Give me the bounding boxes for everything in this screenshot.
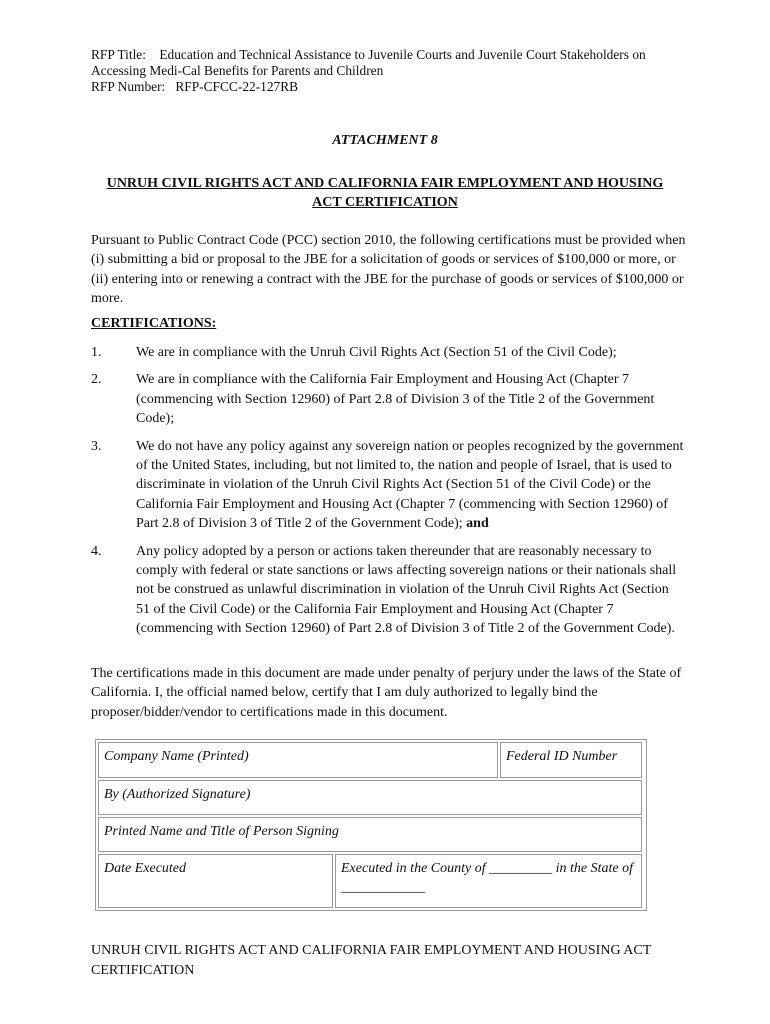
intro-paragraph: Pursuant to Public Contract Code (PCC) section 2010, the following certifications must be provided when (i) submitting a bid or proposal to the JBE for a solicitation of goods or services of $100,000 or more, or (ii) entering into or renewing a contract with the JBE for the purchase of goods or services of $100,000 or more. bbox=[91, 233, 686, 307]
rfp-number-row bbox=[91, 79, 701, 95]
rfp-title-row bbox=[91, 47, 701, 63]
certification-item-3 bbox=[91, 437, 686, 534]
document-header bbox=[91, 47, 701, 95]
certifications-heading: CERTIFICATIONS: bbox=[91, 316, 217, 331]
federal-id-field[interactable]: Federal ID Number bbox=[500, 742, 642, 778]
printed-name-field[interactable]: Printed Name and Title of Person Signing bbox=[98, 817, 642, 852]
certification-item-4 bbox=[91, 542, 686, 639]
certification-number: 1. bbox=[91, 345, 102, 360]
document-title: UNRUH CIVIL RIGHTS ACT AND CALIFORNIA FAIR EMPLOYMENT AND HOUSING ACT CERTIFICATION bbox=[106, 176, 664, 210]
rfp-title-label: RFP Title: bbox=[91, 47, 146, 62]
rfp-title-line2: Accessing Medi-Cal Benefits for Parents and Children bbox=[91, 63, 384, 78]
certification-number: 2. bbox=[91, 372, 102, 388]
attachment-label: ATTACHMENT 8 bbox=[332, 133, 438, 148]
date-executed-field[interactable]: Date Executed bbox=[98, 854, 333, 908]
certification-text-wrapper bbox=[136, 437, 686, 534]
certification-text: We are in compliance with the California Fair Employment and Housing Act (Chapter 7 (commencing with Section 12960) of Part 2.8 of Division 3 of the Title 2 of the Government Code); bbox=[136, 372, 655, 427]
certification-text: Any policy adopted by a person or actions taken thereunder that are reasonably necessary to comply with federal or state sanctions or laws affecting sovereign nations or their nationals shall not be construed as unlawful discrimination in violation of the Unruh Civil Rights Act (Section 51 of the Civil Code) or the California Fair Employment and Housing Act (Chapter 7 (commencing with Section 12960) of Part 2.8 of Division 3 of Title 2 of the Government Code). bbox=[136, 543, 677, 637]
rfp-title-line1: Education and Technical Assistance to Juvenile Courts and Juvenile Court Stakeholders on bbox=[159, 47, 646, 62]
authorized-signature-field[interactable]: By (Authorized Signature) bbox=[98, 780, 642, 815]
signature-row-company bbox=[97, 741, 645, 779]
signature-table bbox=[95, 739, 647, 911]
signature-row-by bbox=[97, 779, 645, 816]
closing-paragraph: The certifications made in this document are made under penalty of perjury under the laws of the State of California. I, the official named below, certify that I am duly authorized to legally bind the proposer/bidder/vendor to certifications made in this document. bbox=[91, 666, 682, 720]
certification-item-1 bbox=[91, 343, 686, 362]
signature-row-date bbox=[97, 853, 645, 909]
certification-item-2 bbox=[91, 370, 686, 428]
certification-text: We are in compliance with the Unruh Civil Rights Act (Section 51 of the Civil Code); bbox=[136, 345, 617, 360]
executed-county-field[interactable]: Executed in the County of _________ in the State of ____________ bbox=[335, 854, 642, 908]
certification-and: and bbox=[466, 516, 489, 532]
company-name-field[interactable]: Company Name (Printed) bbox=[98, 742, 498, 778]
footer-title: UNRUH CIVIL RIGHTS ACT AND CALIFORNIA FAIR EMPLOYMENT AND HOUSING ACT CERTIFICATION bbox=[91, 943, 652, 978]
rfp-number-label: RFP Number: bbox=[91, 79, 166, 94]
certification-number: 4. bbox=[91, 543, 102, 559]
rfp-number: RFP-CFCC-22-127RB bbox=[175, 79, 299, 94]
certification-number: 3. bbox=[91, 438, 102, 454]
signature-row-printed-name bbox=[97, 816, 645, 853]
certification-text: We do not have any policy against any sovereign nation or peoples recognized by the government of the United States, including, but not limited to, the nation and people of Israel, that is used to discriminate in violation of the Unruh Civil Rights Act (Section 51 of the Civil Code) or the California Fair Employment and Housing Act (Chapter 7 (commencing with Section 12960) of Part 2.8 of Division 3 of Title 2 of the Government Code); bbox=[136, 438, 684, 532]
certifications-list bbox=[91, 343, 686, 647]
